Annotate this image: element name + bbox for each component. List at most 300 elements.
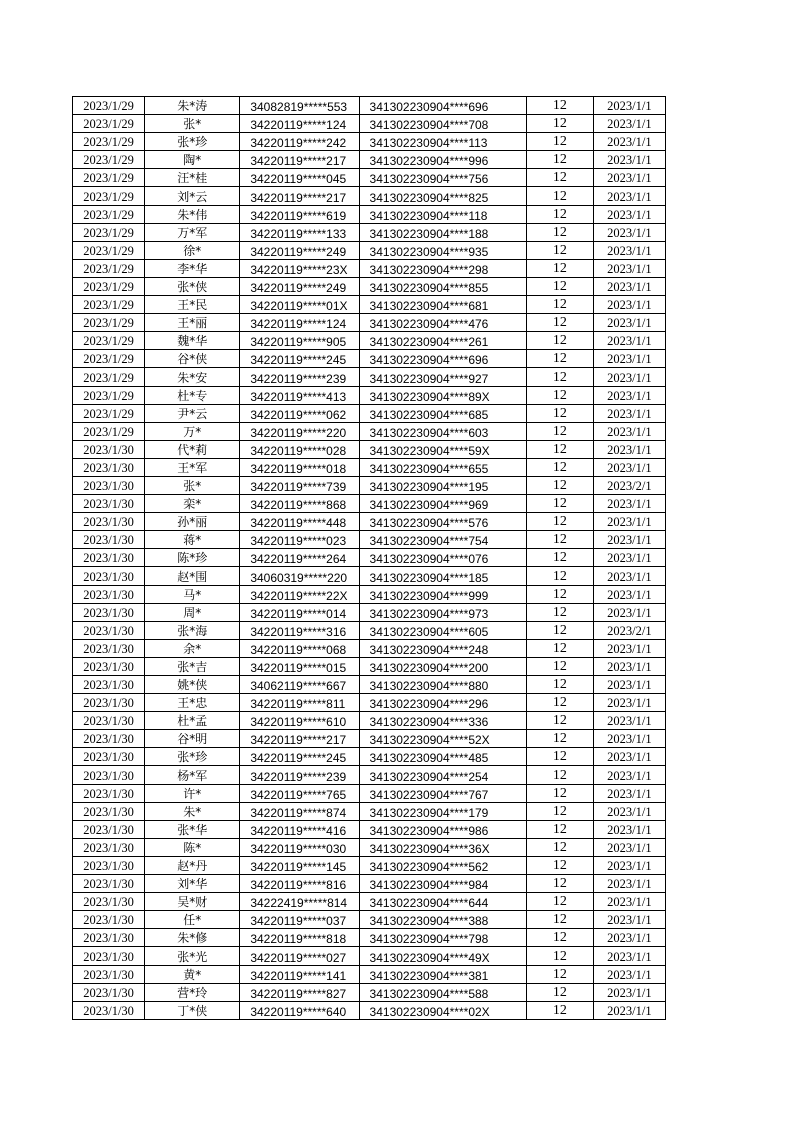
quantity-cell: 12 [526,259,593,277]
name-cell: 万*军 [145,223,240,241]
id-number-cell: 34220119*****124 [240,115,359,133]
name-cell: 王*忠 [145,694,240,712]
table-row [73,549,666,567]
account-number-cell: 341302230904****754 [359,531,526,549]
date-cell: 2023/1/30 [73,513,145,531]
quantity-cell: 12 [526,657,593,675]
name-cell: 尹*云 [145,404,240,422]
table-row [73,856,666,874]
name-cell: 张* [145,476,240,494]
id-number-cell: 34220119*****818 [240,929,359,947]
table-row [73,766,666,784]
id-number-cell: 34220119*****739 [240,476,359,494]
date-cell: 2023/1/29 [73,368,145,386]
id-number-cell: 34220119*****141 [240,965,359,983]
date-cell: 2023/1/30 [73,567,145,585]
date-cell: 2023/1/29 [73,422,145,440]
quantity-cell: 12 [526,205,593,223]
table-row [73,603,666,621]
date-cell: 2023/1/29 [73,404,145,422]
name-cell: 汪*桂 [145,169,240,187]
account-number-cell: 341302230904****02X [359,1001,526,1019]
name-cell: 丁*侠 [145,1001,240,1019]
start-date-cell: 2023/1/1 [593,513,665,531]
table-row [73,639,666,657]
quantity-cell: 12 [526,712,593,730]
date-cell: 2023/1/29 [73,187,145,205]
name-cell: 张*光 [145,947,240,965]
account-number-cell: 341302230904****562 [359,856,526,874]
quantity-cell: 12 [526,820,593,838]
account-number-cell: 341302230904****336 [359,712,526,730]
date-cell: 2023/1/30 [73,712,145,730]
start-date-cell: 2023/1/1 [593,911,665,929]
start-date-cell: 2023/1/1 [593,766,665,784]
id-number-cell: 34220119*****245 [240,350,359,368]
date-cell: 2023/1/30 [73,676,145,694]
date-cell: 2023/1/30 [73,730,145,748]
account-number-cell: 341302230904****113 [359,133,526,151]
quantity-cell: 12 [526,893,593,911]
table-row [73,97,666,115]
quantity-cell: 12 [526,133,593,151]
account-number-cell: 341302230904****298 [359,259,526,277]
account-number-cell: 341302230904****605 [359,621,526,639]
quantity-cell: 12 [526,404,593,422]
account-number-cell: 341302230904****195 [359,476,526,494]
start-date-cell: 2023/1/1 [593,983,665,1001]
quantity-cell: 12 [526,332,593,350]
table-row [73,621,666,639]
start-date-cell: 2023/1/1 [593,712,665,730]
id-number-cell: 34220119*****816 [240,875,359,893]
name-cell: 张*珍 [145,748,240,766]
table-row [73,332,666,350]
id-number-cell: 34220119*****242 [240,133,359,151]
date-cell: 2023/1/29 [73,223,145,241]
quantity-cell: 12 [526,422,593,440]
name-cell: 周* [145,603,240,621]
name-cell: 魏*华 [145,332,240,350]
date-cell: 2023/1/30 [73,585,145,603]
quantity-cell: 12 [526,241,593,259]
id-number-cell: 34220119*****037 [240,911,359,929]
table-row [73,802,666,820]
date-cell: 2023/1/30 [73,965,145,983]
quantity-cell: 12 [526,169,593,187]
table-row [73,404,666,422]
name-cell: 余* [145,639,240,657]
id-number-cell: 34220119*****030 [240,838,359,856]
quantity-cell: 12 [526,856,593,874]
id-number-cell: 34220119*****316 [240,621,359,639]
id-number-cell: 34220119*****023 [240,531,359,549]
quantity-cell: 12 [526,784,593,802]
name-cell: 张*侠 [145,277,240,295]
quantity-cell: 12 [526,567,593,585]
id-number-cell: 34220119*****027 [240,947,359,965]
name-cell: 张*华 [145,820,240,838]
quantity-cell: 12 [526,386,593,404]
account-number-cell: 341302230904****603 [359,422,526,440]
account-number-cell: 341302230904****986 [359,820,526,838]
account-number-cell: 341302230904****825 [359,187,526,205]
date-cell: 2023/1/29 [73,241,145,259]
table-row [73,259,666,277]
quantity-cell: 12 [526,440,593,458]
id-number-cell: 34220119*****765 [240,784,359,802]
start-date-cell: 2023/1/1 [593,784,665,802]
start-date-cell: 2023/1/1 [593,748,665,766]
account-number-cell: 341302230904****927 [359,368,526,386]
id-number-cell: 34220119*****413 [240,386,359,404]
quantity-cell: 12 [526,350,593,368]
quantity-cell: 12 [526,585,593,603]
start-date-cell: 2023/1/1 [593,133,665,151]
table-row [73,694,666,712]
start-date-cell: 2023/1/1 [593,820,665,838]
date-cell: 2023/1/29 [73,332,145,350]
date-cell: 2023/1/29 [73,277,145,295]
table-row [73,277,666,295]
table-row [73,513,666,531]
account-number-cell: 341302230904****685 [359,404,526,422]
table-row [73,676,666,694]
account-number-cell: 341302230904****188 [359,223,526,241]
id-number-cell: 34220119*****245 [240,748,359,766]
table-row [73,875,666,893]
start-date-cell: 2023/1/1 [593,422,665,440]
id-number-cell: 34220119*****217 [240,730,359,748]
id-number-cell: 34220119*****018 [240,458,359,476]
date-cell: 2023/1/30 [73,748,145,766]
account-number-cell: 341302230904****655 [359,458,526,476]
account-number-cell: 341302230904****880 [359,676,526,694]
id-number-cell: 34082819*****553 [240,97,359,115]
account-number-cell: 341302230904****798 [359,929,526,947]
account-number-cell: 341302230904****767 [359,784,526,802]
start-date-cell: 2023/1/1 [593,350,665,368]
start-date-cell: 2023/1/1 [593,277,665,295]
account-number-cell: 341302230904****756 [359,169,526,187]
name-cell: 杜*专 [145,386,240,404]
account-number-cell: 341302230904****935 [359,241,526,259]
date-cell: 2023/1/30 [73,784,145,802]
id-number-cell: 34060319*****220 [240,567,359,585]
account-number-cell: 341302230904****576 [359,513,526,531]
name-cell: 刘*华 [145,875,240,893]
id-number-cell: 34220119*****22X [240,585,359,603]
id-number-cell: 34220119*****905 [240,332,359,350]
date-cell: 2023/1/30 [73,549,145,567]
date-cell: 2023/1/30 [73,440,145,458]
start-date-cell: 2023/1/1 [593,549,665,567]
quantity-cell: 12 [526,531,593,549]
id-number-cell: 34220119*****619 [240,205,359,223]
id-number-cell: 34220119*****640 [240,1001,359,1019]
quantity-cell: 12 [526,97,593,115]
id-number-cell: 34220119*****868 [240,495,359,513]
quantity-cell: 12 [526,875,593,893]
id-number-cell: 34220119*****249 [240,241,359,259]
name-cell: 王*民 [145,296,240,314]
id-number-cell: 34220119*****014 [240,603,359,621]
date-cell: 2023/1/29 [73,97,145,115]
start-date-cell: 2023/1/1 [593,332,665,350]
table-row [73,169,666,187]
account-number-cell: 341302230904****588 [359,983,526,1001]
table-row [73,712,666,730]
table-row [73,495,666,513]
name-cell: 蒋* [145,531,240,549]
start-date-cell: 2023/1/1 [593,929,665,947]
name-cell: 吴*财 [145,893,240,911]
table-row [73,911,666,929]
table-row [73,929,666,947]
start-date-cell: 2023/1/1 [593,694,665,712]
id-number-cell: 34220119*****827 [240,983,359,1001]
date-cell: 2023/1/29 [73,169,145,187]
account-number-cell: 341302230904****52X [359,730,526,748]
id-number-cell: 34220119*****145 [240,856,359,874]
start-date-cell: 2023/1/1 [593,205,665,223]
table-row [73,368,666,386]
start-date-cell: 2023/1/1 [593,947,665,965]
account-number-cell: 341302230904****49X [359,947,526,965]
id-number-cell: 34220119*****01X [240,296,359,314]
start-date-cell: 2023/1/1 [593,169,665,187]
start-date-cell: 2023/1/1 [593,386,665,404]
table-row [73,314,666,332]
quantity-cell: 12 [526,766,593,784]
table-row [73,422,666,440]
start-date-cell: 2023/2/1 [593,621,665,639]
quantity-cell: 12 [526,694,593,712]
quantity-cell: 12 [526,277,593,295]
date-cell: 2023/1/29 [73,259,145,277]
date-cell: 2023/1/30 [73,983,145,1001]
start-date-cell: 2023/1/1 [593,296,665,314]
start-date-cell: 2023/1/1 [593,531,665,549]
name-cell: 张*珍 [145,133,240,151]
name-cell: 刘*云 [145,187,240,205]
table-row [73,784,666,802]
date-cell: 2023/1/29 [73,314,145,332]
account-number-cell: 341302230904****118 [359,205,526,223]
start-date-cell: 2023/1/1 [593,838,665,856]
account-number-cell: 341302230904****261 [359,332,526,350]
quantity-cell: 12 [526,115,593,133]
start-date-cell: 2023/1/1 [593,567,665,585]
quantity-cell: 12 [526,495,593,513]
start-date-cell: 2023/1/1 [593,1001,665,1019]
account-number-cell: 341302230904****969 [359,495,526,513]
account-number-cell: 341302230904****076 [359,549,526,567]
quantity-cell: 12 [526,748,593,766]
date-cell: 2023/1/30 [73,657,145,675]
quantity-cell: 12 [526,947,593,965]
date-cell: 2023/1/30 [73,495,145,513]
quantity-cell: 12 [526,368,593,386]
name-cell: 孙*丽 [145,513,240,531]
account-number-cell: 341302230904****999 [359,585,526,603]
id-number-cell: 34220119*****217 [240,151,359,169]
id-number-cell: 34220119*****015 [240,657,359,675]
quantity-cell: 12 [526,730,593,748]
table-row [73,386,666,404]
date-cell: 2023/1/30 [73,476,145,494]
record-table [72,96,666,1020]
date-cell: 2023/1/29 [73,350,145,368]
name-cell: 黄* [145,965,240,983]
name-cell: 营*玲 [145,983,240,1001]
table-row [73,187,666,205]
start-date-cell: 2023/1/1 [593,187,665,205]
record-table-body [73,97,666,1020]
table-row [73,476,666,494]
id-number-cell: 34220119*****811 [240,694,359,712]
date-cell: 2023/1/30 [73,856,145,874]
id-number-cell: 34220119*****124 [240,314,359,332]
quantity-cell: 12 [526,458,593,476]
name-cell: 陈* [145,838,240,856]
id-number-cell: 34220119*****133 [240,223,359,241]
account-number-cell: 341302230904****179 [359,802,526,820]
id-number-cell: 34222419*****814 [240,893,359,911]
table-row [73,748,666,766]
table-row [73,205,666,223]
id-number-cell: 34220119*****416 [240,820,359,838]
account-number-cell: 341302230904****696 [359,350,526,368]
id-number-cell: 34220119*****249 [240,277,359,295]
date-cell: 2023/1/30 [73,531,145,549]
start-date-cell: 2023/1/1 [593,657,665,675]
start-date-cell: 2023/1/1 [593,259,665,277]
start-date-cell: 2023/1/1 [593,223,665,241]
start-date-cell: 2023/1/1 [593,875,665,893]
name-cell: 朱* [145,802,240,820]
account-number-cell: 341302230904****696 [359,97,526,115]
date-cell: 2023/1/30 [73,621,145,639]
name-cell: 许* [145,784,240,802]
name-cell: 陈*珍 [145,549,240,567]
name-cell: 马* [145,585,240,603]
date-cell: 2023/1/30 [73,911,145,929]
date-cell: 2023/1/30 [73,1001,145,1019]
start-date-cell: 2023/2/1 [593,476,665,494]
start-date-cell: 2023/1/1 [593,856,665,874]
start-date-cell: 2023/1/1 [593,585,665,603]
table-row [73,1001,666,1019]
id-number-cell: 34220119*****264 [240,549,359,567]
table-row [73,657,666,675]
account-number-cell: 341302230904****984 [359,875,526,893]
quantity-cell: 12 [526,223,593,241]
table-row [73,585,666,603]
quantity-cell: 12 [526,838,593,856]
id-number-cell: 34220119*****23X [240,259,359,277]
account-number-cell: 341302230904****996 [359,151,526,169]
start-date-cell: 2023/1/1 [593,151,665,169]
account-number-cell: 341302230904****485 [359,748,526,766]
date-cell: 2023/1/30 [73,838,145,856]
quantity-cell: 12 [526,296,593,314]
quantity-cell: 12 [526,983,593,1001]
start-date-cell: 2023/1/1 [593,404,665,422]
table-row [73,458,666,476]
date-cell: 2023/1/30 [73,766,145,784]
name-cell: 李*华 [145,259,240,277]
date-cell: 2023/1/30 [73,603,145,621]
account-number-cell: 341302230904****59X [359,440,526,458]
date-cell: 2023/1/30 [73,929,145,947]
name-cell: 任* [145,911,240,929]
table-row [73,151,666,169]
start-date-cell: 2023/1/1 [593,639,665,657]
table-row [73,838,666,856]
table-row [73,133,666,151]
start-date-cell: 2023/1/1 [593,115,665,133]
table-row [73,223,666,241]
start-date-cell: 2023/1/1 [593,368,665,386]
start-date-cell: 2023/1/1 [593,97,665,115]
name-cell: 王*军 [145,458,240,476]
account-number-cell: 341302230904****185 [359,567,526,585]
start-date-cell: 2023/1/1 [593,458,665,476]
table-row [73,820,666,838]
id-number-cell: 34220119*****220 [240,422,359,440]
account-number-cell: 341302230904****296 [359,694,526,712]
start-date-cell: 2023/1/1 [593,241,665,259]
table-row [73,947,666,965]
name-cell: 姚*侠 [145,676,240,694]
name-cell: 朱*修 [145,929,240,947]
id-number-cell: 34220119*****448 [240,513,359,531]
table-row [73,350,666,368]
id-number-cell: 34220119*****068 [240,639,359,657]
name-cell: 张* [145,115,240,133]
id-number-cell: 34220119*****239 [240,368,359,386]
table-row [73,965,666,983]
quantity-cell: 12 [526,476,593,494]
account-number-cell: 341302230904****708 [359,115,526,133]
date-cell: 2023/1/29 [73,296,145,314]
quantity-cell: 12 [526,676,593,694]
id-number-cell: 34220119*****062 [240,404,359,422]
start-date-cell: 2023/1/1 [593,893,665,911]
id-number-cell: 34220119*****217 [240,187,359,205]
date-cell: 2023/1/29 [73,133,145,151]
table-row [73,115,666,133]
date-cell: 2023/1/30 [73,820,145,838]
quantity-cell: 12 [526,929,593,947]
name-cell: 杨*军 [145,766,240,784]
account-number-cell: 341302230904****388 [359,911,526,929]
account-number-cell: 341302230904****973 [359,603,526,621]
quantity-cell: 12 [526,603,593,621]
start-date-cell: 2023/1/1 [593,802,665,820]
start-date-cell: 2023/1/1 [593,676,665,694]
name-cell: 徐* [145,241,240,259]
date-cell: 2023/1/30 [73,947,145,965]
name-cell: 陶* [145,151,240,169]
name-cell: 万* [145,422,240,440]
account-number-cell: 341302230904****681 [359,296,526,314]
date-cell: 2023/1/30 [73,802,145,820]
quantity-cell: 12 [526,911,593,929]
start-date-cell: 2023/1/1 [593,314,665,332]
quantity-cell: 12 [526,621,593,639]
